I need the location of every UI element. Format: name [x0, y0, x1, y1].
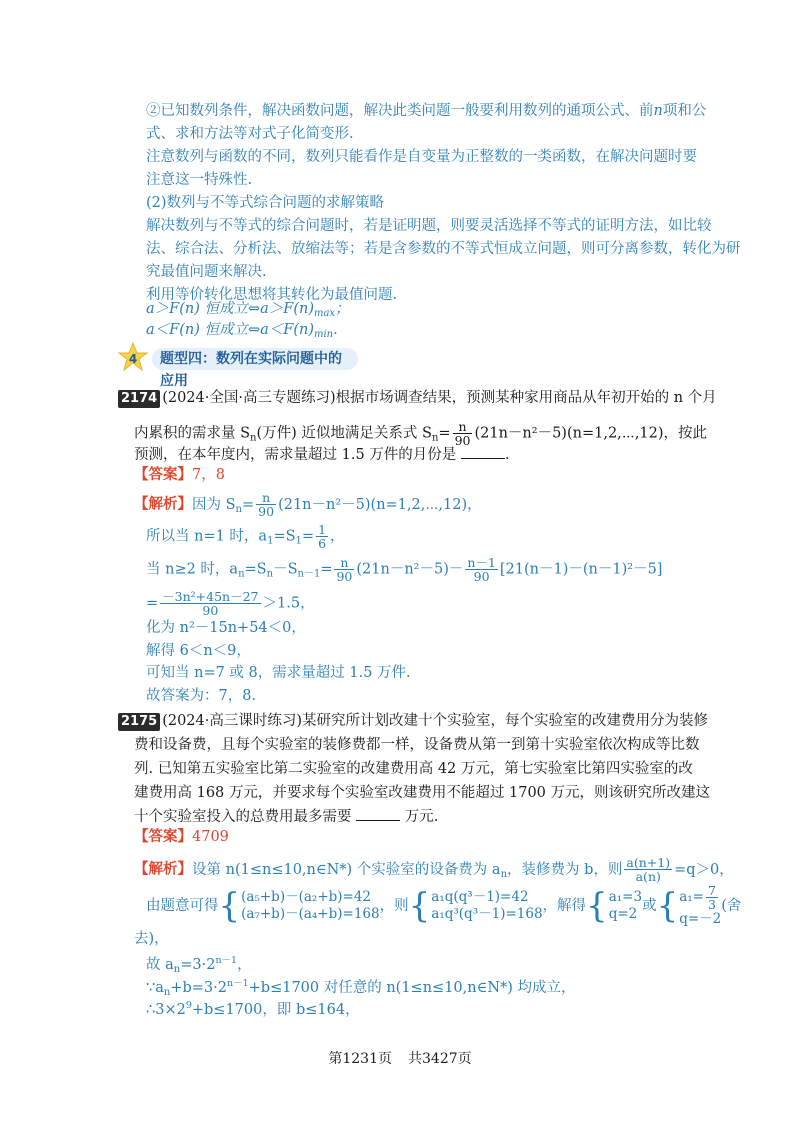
text: ；: [335, 301, 350, 317]
text: [21(n－1)－(n－1)²－5]: [499, 561, 663, 578]
text: 或: [642, 898, 657, 914]
sub: n: [235, 503, 242, 515]
equation: q=2: [608, 906, 638, 922]
text: 十个实验室投入的总费用最多需要: [134, 809, 352, 825]
sub: n: [431, 432, 439, 444]
sub: n: [250, 432, 257, 444]
denominator: 6: [318, 536, 327, 551]
fraction: [256, 491, 276, 518]
answer-value: 7，8: [192, 467, 225, 483]
q2175-solution-4: 故 $a_n=3\cdot 2^{n-1}$，: [146, 955, 252, 975]
denominator: a(n): [635, 869, 661, 884]
q2174-solution-8: 故答案为：7，8.: [146, 688, 257, 704]
q2174-solution-3: [146, 556, 662, 585]
numerator: n－1: [467, 555, 496, 570]
q2174-line-3: [134, 444, 510, 465]
fraction: [624, 856, 672, 883]
fraction: [465, 556, 498, 583]
text: 当 n≥2 时，a: [146, 561, 239, 578]
fraction: [334, 556, 354, 583]
text: 由题意可得: [146, 898, 219, 914]
text: －S: [273, 561, 298, 578]
numerator: a(n+1): [626, 855, 671, 870]
text: a₁=: [679, 889, 704, 905]
text: =S: [273, 528, 296, 545]
q2174-solution-2: 所以当 n=1 时，$a_1=S_1=$ $\frac{1}{6}$ ，: [146, 522, 345, 551]
numerator: n: [256, 491, 276, 505]
intro-line-8: 利用等价转化思想将其转化为最值问题.: [146, 287, 398, 303]
text: =S: [244, 561, 267, 578]
text: ，: [330, 528, 345, 545]
q2174-solution-7: 可知当 n=7 或 8，需求量超过 1.5 万件.: [146, 665, 411, 681]
brace: {: [218, 886, 241, 926]
var-n: n: [653, 103, 663, 119]
text: ，装修费为 b，则: [507, 861, 623, 878]
text: =: [146, 595, 159, 612]
intro-line-1: [146, 101, 706, 121]
text: +b≤1700 对任意的 n(1≤n≤10,n∈N*) 均成立，: [248, 980, 576, 996]
text: .: [333, 322, 338, 338]
numerator: n: [453, 420, 473, 434]
fraction: [160, 590, 260, 617]
text: 预测，在本年度内，需求量超过 1.5 万件的月份是: [134, 447, 457, 463]
intro-line-7: 究最值问题来解决.: [146, 264, 267, 280]
q2174-solution-4: [146, 590, 315, 617]
page-footer: [0, 1048, 800, 1068]
system-b: [431, 889, 542, 923]
answer-blank: [461, 444, 505, 459]
denominator: 90: [473, 569, 490, 584]
denominator: 90: [336, 569, 353, 584]
numerator: 7: [707, 883, 716, 898]
system-a: [241, 889, 379, 923]
text: 设第 n(1≤n≤10,n∈N*) 个实验室的设备费为 a: [192, 861, 501, 878]
sup: 9: [185, 1000, 192, 1011]
question-number: 2175: [118, 713, 160, 731]
equation: a₁q³(q³－1)=168: [431, 906, 543, 922]
text: (舍: [721, 898, 742, 914]
q2175-solution-6: [146, 996, 360, 1020]
text: ＞1.5，: [262, 595, 315, 612]
solution-label: 【解析】: [134, 860, 192, 878]
denominator: 3: [707, 897, 716, 912]
text: ，解得: [542, 898, 587, 914]
text: ②已知数列条件，解决函数问题，解决此类问题一般要利用数列的通项公式、前: [146, 103, 654, 119]
text: +b=3·2: [170, 980, 227, 996]
equation: a₁=3: [608, 889, 643, 905]
system-d: [679, 884, 721, 928]
equation: a₁q(q³－1)=42: [431, 889, 529, 905]
total-pages: 共3427页: [408, 1051, 472, 1067]
text: ，: [237, 957, 252, 973]
text: a＜F(n) 恒成立⇔a＜F(n): [146, 322, 314, 338]
q2175-answer: [134, 827, 229, 847]
answer-label: 【答案】: [134, 466, 192, 483]
sup: n－1: [226, 978, 249, 989]
section-number: 4: [128, 352, 138, 366]
page-number: 第1231页: [328, 1051, 392, 1067]
text: =: [242, 496, 255, 513]
brace: {: [656, 886, 679, 926]
q2175-solution-3: 去)，: [134, 931, 169, 947]
q2175-line-1: [118, 711, 708, 731]
sub: min: [313, 329, 334, 340]
sub: n－1: [297, 568, 321, 580]
sub: n: [266, 568, 274, 580]
text: =: [320, 561, 333, 578]
section-title: 题型四：数列在实际问题中的应用: [152, 348, 358, 370]
answer-blank: [356, 806, 400, 821]
text: ∵a: [146, 980, 164, 996]
text: 内累积的需求量 S: [134, 425, 251, 442]
text: (21n－n²－5)－: [356, 561, 464, 578]
star-badge-icon: [118, 342, 148, 372]
intro-line-3: 注意数列与函数的不同，数列只能看作是自变量为正整数的一类函数，在解决问题时要: [146, 149, 697, 165]
q2175-line-4: 建费用高 168 万元，并要求每个实验室改建费用不能超过 1700 万元，则该研究所改建这: [134, 785, 711, 801]
answer-label: 【答案】: [134, 828, 192, 845]
numerator: －3n²+45n－27: [162, 589, 259, 604]
equation: (a₅+b)－(a₂+b)=42: [241, 889, 372, 905]
brace: {: [408, 886, 431, 926]
intro-line-5: 解决数列与不等式的综合问题时，若是证明题，则要灵活选择不等式的证明方法，如比较: [146, 218, 712, 234]
denominator: 90: [258, 504, 275, 519]
formula-min: [146, 320, 338, 345]
question-number: 2174: [118, 390, 160, 408]
q2175-line-2: 费和设备费，且每个实验室的装修费都一样，设备费从第一到第十实验室依次构成等比数: [134, 737, 700, 753]
text: =: [438, 425, 451, 442]
intro-line-4: 注意这一特殊性.: [146, 172, 253, 188]
equation: q=－2: [679, 911, 722, 927]
q2174-line-1: [118, 388, 717, 408]
answer-value: 4709: [192, 829, 229, 845]
sub: n: [238, 568, 245, 580]
text: (万件) 近似地满足关系式 S: [256, 425, 432, 442]
solution-label: 【解析】: [134, 495, 192, 513]
intro-line-6: 法、综合法、分析法、放缩法等；若是含参数的不等式恒成立问题，则可分离参数，转化为研: [146, 241, 741, 257]
text: a＞F(n) 恒成立⇔a＞F(n): [146, 301, 314, 317]
text: 所以当 n=1 时，a: [146, 528, 268, 545]
text: (2024·高三课时练习)某研究所计划改建十个实验室，每个实验室的改建费用分为装修: [162, 713, 709, 729]
denominator: 90: [454, 433, 471, 448]
text: =: [301, 528, 315, 545]
text: =q＞0，: [674, 861, 734, 878]
sup: n－1: [215, 955, 238, 966]
q2175-line-5: [134, 806, 438, 827]
denominator: 90: [202, 603, 219, 618]
q2174-answer: [134, 465, 225, 485]
text: =3·2: [180, 957, 216, 973]
text: +b≤1700，即 b≤164，: [191, 1002, 360, 1018]
equation: (a₇+b)－(a₄+b)=168: [241, 906, 380, 922]
q2175-line-3: 列. 已知第五实验室比第二实验室的改建费用高 42 万元，第七实验室比第四实验室的改: [134, 761, 693, 777]
intro-line-2: 式、求和方法等对式子化简变形.: [146, 126, 354, 142]
fraction: [706, 884, 718, 911]
text: ∴3×2: [146, 1002, 186, 1018]
q2174-solution-5: 化为 n²－15n+54＜0，: [146, 620, 306, 636]
system-c: [609, 889, 642, 923]
text: (2024·全国·高三专题练习)根据市场调查结果，预测某种家用商品从年初开始的 n 个月: [162, 390, 717, 406]
text: 故 a: [146, 957, 174, 973]
intro-heading-2: (2)数列与不等式综合问题的求解策略: [146, 195, 385, 211]
text: 因为 S: [192, 496, 236, 513]
fraction: [453, 420, 473, 447]
fraction: [316, 523, 328, 550]
q2175-solution-5: $\because a_n+b=3\cdot 2^{n-1}+b\le 1700$ 对任意的 n(1≤n≤10,n∈N*) 均成立，: [146, 978, 576, 998]
q2174-solution-1: [134, 491, 482, 520]
text: ，则: [379, 898, 409, 914]
text: (21n－n²－5)(n=1,2,⋯,12)，: [278, 496, 482, 513]
q2175-solution-1: 【解析】设第 n(1≤n≤10,n∈N*) 个实验室的设备费为 $a_n$，装修费为 b，则 $\frac{a(n+1)}{a(n)}$ =q＞0，: [134, 855, 734, 884]
numerator: n: [334, 556, 354, 570]
text: (21n－n²－5)(n=1,2,⋯,12)，按此: [474, 425, 708, 442]
text: 项和公: [662, 103, 707, 119]
q2174-solution-6: 解得 6＜n＜9，: [146, 643, 251, 659]
sub: max: [313, 308, 336, 319]
text: .: [504, 447, 510, 463]
text: 万元.: [404, 809, 439, 825]
brace: {: [586, 886, 608, 926]
section-heading: [118, 348, 358, 389]
q2175-solution-2: [146, 884, 741, 928]
numerator: 1: [318, 522, 327, 537]
